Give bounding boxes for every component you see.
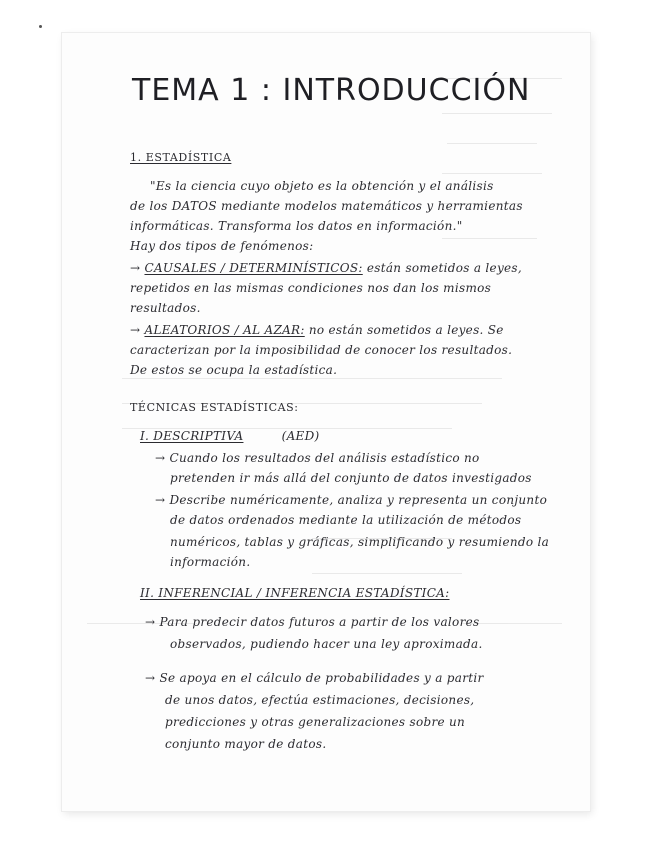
arrow-icon: →	[130, 323, 145, 337]
inferential-line-3: → Se apoya en el cálculo de probabilidades y a partir	[145, 671, 484, 685]
inferential-line-1: → Para predecir datos futuros a partir de los valores	[145, 615, 480, 629]
techniques-heading: TÉCNICAS ESTADÍSTICAS:	[130, 401, 299, 414]
descriptive-line-2: pretenden ir más allá del conjunto de datos investigados	[170, 471, 532, 485]
causal-label: CAUSALES / DETERMINÍSTICOS:	[144, 261, 363, 275]
descriptive-line-6: información.	[170, 555, 251, 569]
scan-speck	[39, 25, 42, 28]
definition-line-1: "Es la ciencia cuyo objeto es la obtención y el análisis	[150, 179, 494, 193]
causal-line-1	[130, 261, 522, 275]
definition-line-3: informáticas. Transforma los datos en información."	[130, 219, 463, 233]
arrow-icon: →	[130, 261, 145, 275]
descriptive-line-5: numéricos, tablas y gráficas, simplificando y resumiendo la	[170, 535, 550, 549]
descriptive-abbr: (AED)	[281, 429, 320, 443]
descriptive-line-4: de datos ordenados mediante la utilización de métodos	[170, 513, 522, 527]
random-line-3: De estos se ocupa la estadística.	[130, 363, 338, 377]
random-label: ALEATORIOS / AL AZAR:	[144, 323, 305, 337]
descriptive-line-3: → Describe numéricamente, analiza y representa un conjunto	[155, 493, 548, 507]
inferential-line-2: observados, pudiendo hacer una ley aproximada.	[170, 637, 483, 651]
causal-text-1: están sometidos a leyes,	[362, 261, 523, 275]
descriptive-label: I. DESCRIPTIVA	[140, 429, 244, 443]
random-text-1: no están sometidos a leyes. Se	[304, 323, 504, 337]
causal-line-3: resultados.	[130, 301, 201, 315]
descriptive-line-1: → Cuando los resultados del análisis estadístico no	[155, 451, 480, 465]
notebook-sheet	[62, 33, 590, 811]
inferential-line-4: de unos datos, efectúa estimaciones, decisiones,	[165, 693, 475, 707]
section-heading-estadistica: 1. ESTADÍSTICA	[130, 151, 232, 164]
descriptive-heading	[140, 429, 320, 443]
phenomena-intro: Hay dos tipos de fenómenos:	[130, 239, 314, 253]
random-line-1	[130, 323, 504, 337]
definition-line-2: de los DATOS mediante modelos matemáticos y herramientas	[130, 199, 523, 213]
causal-line-2: repetidos en las mismas condiciones nos dan los mismos	[130, 281, 492, 295]
random-line-2: caracterizan por la imposibilidad de conocer los resultados.	[130, 343, 513, 357]
inferential-line-5: predicciones y otras generalizaciones sobre un	[165, 715, 466, 729]
inferential-line-6: conjunto mayor de datos.	[165, 737, 327, 751]
inferential-heading: II. INFERENCIAL / INFERENCIA ESTADÍSTICA:	[140, 586, 450, 600]
page-title: TEMA 1 : INTRODUCCIÓN	[132, 73, 531, 108]
